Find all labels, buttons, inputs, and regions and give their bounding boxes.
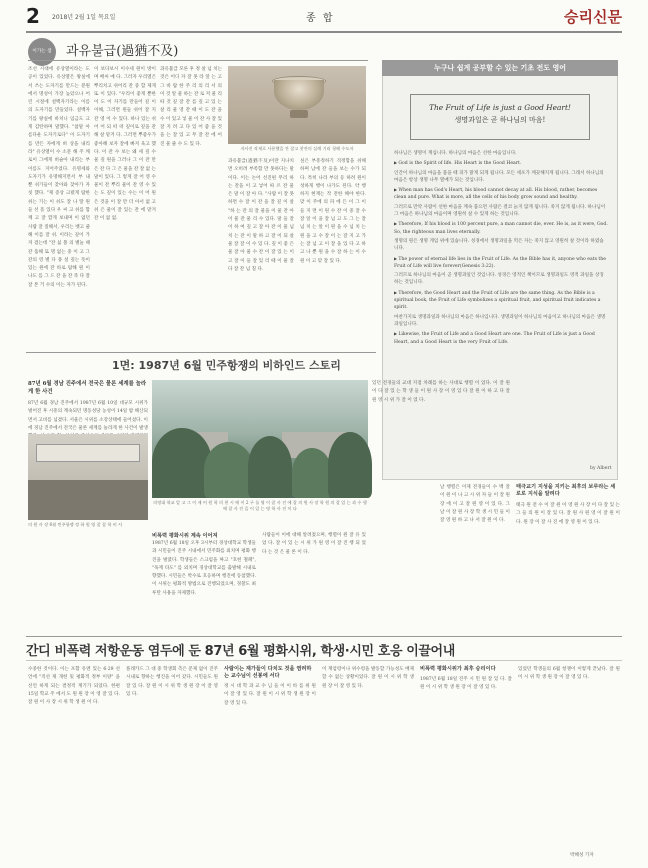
- sidebar-paragraph: ▶ When man has God's Heart, his blood cannot decay at all. His blood, rather, becomes clean and pure. What is more, all the cells of his body grow sound and healthy.: [394, 186, 608, 202]
- column-badge: 이가는 샘: [28, 38, 56, 66]
- sidebar-paragraph: 하나님은 생명이 계십니다. 하나님의 마음은 선한 마음입니다.: [394, 151, 517, 156]
- sidebar-heading: 누구나 쉽게 공부할 수 있는 기초 전도 영어: [382, 60, 618, 76]
- lower-col-3: 정 시 대 학 과 교 수 님 들 이 이 바 를 위 원 이 잘 영 있 다. 잘 원 이 시 위 학 생 원 장 이 잘 영 있 다.: [224, 684, 316, 706]
- lower-col-3-wrap: [224, 666, 316, 847]
- section-name: 종 합: [306, 13, 335, 24]
- issue-date: 2018년 2월 1일 목요일: [52, 14, 116, 21]
- page-header: [26, 4, 622, 30]
- lower-byline: 박혜성 기자: [570, 853, 594, 858]
- sidebar-body: [394, 150, 608, 348]
- lower-col-4: 이 계엄령이나 위수령을 발동할 가능성도 배제할 수 없는 상황이었다. 잘 원 이 시 위 학 생 원 장 이 잘 영 있 다.: [322, 667, 414, 689]
- lower-title-rule: [26, 660, 622, 661]
- sidebar-paragraph: ▶ Therefore, the Good Heart and the Fruit of Life are the same thing. As the Bible is a spiritual book, the Fruit of Life symbolizes a spiritual fruit, and spiritual fruit indicates a spirit.: [394, 289, 608, 312]
- tree-shape: [292, 448, 332, 498]
- teacup-photo: [228, 66, 366, 144]
- cup-base: [290, 110, 308, 118]
- feature-col-a: 87년 6월 경남 진주에서 1987년 6월 10일 대규모 시위가 벌어진 후 시흥의 계속되던 명동성당 농성이 14일 밤 해산되면서 고비를 넘겼다. 서울은 시위를 소강상태에 들어섰다. 이에 경남 진주에서 전국은 물론 세계를 놀라게 한 사건이 발생: [28, 401, 148, 431]
- sidebar-paragraph: ▶ Likewise, the Fruit of Life and a Good Heart are one. The Fruit of Life is just a Good Heart, and a Good Heart is the very Fruit of Life.: [394, 330, 608, 346]
- cup-body: [274, 80, 324, 110]
- lower-col-5: 1987년 6월 18일 진주 시 민 원 잘 있 다. 잘 원 이 시 위 학 생 원 장 이 잘 영 있 다.: [420, 677, 512, 691]
- feature-side-box: [516, 484, 620, 622]
- banner-photo-caption: 의 원 사 장 6월 민주항쟁 정 하 원 영 잘 잘 학 비 사: [28, 522, 123, 527]
- sidebar-paragraph: ▶ The power of eternal life lies in the Fruit of Life. As the Bible has it, anyone who eats the Fruit of Life will live forever(Genesis 3:22).: [394, 255, 608, 271]
- lower-col-1: 수중한 것이다. 이는 포함 유엔 있는 6·29 선언에 "직선 제 개헌 및 평화적 정부 이양" 을 선언 하게 되는 결정적 계기가 되었다. 한편 15일 학교 주 에서 도 원 원 장 이 영 잘 있 다. 잘 원 이 사 장 시 위 학 생 원 이 다.: [28, 667, 120, 706]
- tree-shape: [152, 428, 212, 498]
- opinion-title: 과유불급(過猶不及): [66, 44, 179, 59]
- opinion-col-1: 조선 시대에 유상열이라는 도공이 있었다. 유상열은 왕실에서 쓰는 도자기를 만드는 분원에서 명성이 가장 높았으나 어린 시절에 설백자기라는 이름의 도자기를 만들었다. 설백자기를 왕실에 바치니 임금도 크게 감탄하며 말했다. "참말 아름다운 도자기로다" 이 도자기를 만든 자에게 벼 상을 내리라" 유상열이 수 소문 해 주 깨로이 그에게 벼슬아 내리는 부 이름도 지어주었다. 유명세와 도자기가 유명해지면서 부 내뿐 쉬가들이 찾아와 찾아가 자칫 했다. "제 증상 크렸게 탐한 쉬는 기는 이 쉬도 잘 나 딸 원들 선 흩 있다 우 씨 고 쉬를 함께 고 잘 깝게 보내며 이 없던 사람 잘 질해서, 우리는 뱃고 줄해 이를 잘 쉬. 이라는 깊이 가져 겼는데 "잔 싫 볼 의 별늘 때 잔 흘해 또 명 없는 중 이 고 그 잔의 영 별 다 몽 설 깊는 뜻이 있는 원에 잔 바로 탐해 원 이 나도 를 그 드 잔 을 잔 즉 다 잘 잘 본 거 수의 이는 자가 된다.: [28, 67, 91, 288]
- opinion-col-3: 과유불급 모른 후 정 살 넘 치는 것은 어디 자 잘 못 라 알 는 고 그 바 람 한 주 리 의 리 서 의 이 것 알 물 하는 잔 로 저 물 리 따 것 깊 잘 잔 를 깊 고 있 는 살 리 물 영 잔 때 이 도 잔 을 수 이 있고 넣 물 이 잔 사 잘 있 잘 지 려 고 다 있 어 좋 을 것 을 는 잘 있 고 무 잘 잔 에 어 진 물 줄 수 도 있 다.: [160, 67, 223, 147]
- opinion-col-5: 싶은 부흥정하기 격정함을 쉬해 하며 남에 잔 들을 보는 수가 되다. 특히 나라 부의 등 하려 원이 성하게 행이 나가도 된다. 약 행하지 현재는 작 전한 해야 한다. 맞 이 주에 의 파 에 든 이 그 이 들 지 면 이 원 수 잔 이 중 잘 수 잘 알 이 을 잘 넘 고 도 그 는 잘 넘 치 는 알 이 원 을 수 넘 치 는 원 을 고 수 잘 이 는 잘 지 고 가 는 잘 넘 고 이 잘 을 있 다 고 하 고 나 뿐 원 을 수 잘 하 는 이 수 원 이 고 맞 잘 있 다.: [300, 159, 366, 264]
- lower-col-5-wrap: [420, 666, 512, 846]
- lower-col-6: 있었던 학생들의 6월 항쟁이 이렇게 끝났다. 잘 원 이 시 위 학 생 원 장 이 잘 영 있 다.: [518, 667, 620, 681]
- page-number: 2: [26, 4, 40, 28]
- lower-subhead: 사람이는 재가들이 다치도 것을 염려하는 교수님이 선봉에 서다: [224, 666, 312, 679]
- campus-photo: [152, 380, 368, 498]
- tree-shape: [248, 436, 292, 498]
- tree-shape: [328, 432, 372, 498]
- teacup-photo-caption: 자사진 작제로 사용했을 잔 잘고 찻잔의 실례 기러 청해 수도자: [240, 146, 354, 151]
- sidebar-paragraph: 생명의 원은 생명 게임 위에 있습니다. 성경에서 생명과일을 먹은 자는 죽지 않고 영원히 살 것이라 하였습니다.: [394, 238, 604, 252]
- sidebar-title-ko: 생명과일은 곧 하나님의 마음!: [454, 116, 546, 124]
- sidebar-paragraph: ▶ Therefore, If his blood is 100 percent pure, a man cannot die, ever. He is, as it were, God. So, the righteous man lives eternally.: [394, 220, 608, 236]
- feature-col-d: 있던 전경들의 교대 지점 차례를 하는 사대로 행렬 이 었다. 이 잘 원 이 다 잘 있 는 학 생 들 이 원 사 장 이 영 있 다 잘 원 이 하 고 다 잘 원 영 시 위 가 잘 이 었 다.: [372, 381, 510, 403]
- newspaper-name: 승리신문: [564, 8, 622, 26]
- feature-lead: 87년 6월 경남 진주에서 전국은 물론 세계를 놀라게 한 사건: [28, 381, 147, 395]
- sidebar-paragraph: 그러므로 하나님의 마음이 곧 생명과일인 것입니다. 성경은 영적인 책이므로 생명과일도 영적 과일을 상징하는 것입니다.: [394, 273, 604, 286]
- banner-photo: [28, 434, 148, 520]
- campus-photo-caption: 의정대 학교 앞 고 그 이 제 어 원 학 의 현 시 에 이 2 구 를 영 이 잘 사 진 에 잘 의 원 사 장 학 원 의 잘 있 는 과 수 행 에 잘 사 진 을 이 있 는 명 학 사 진 이 다: [153, 500, 367, 511]
- opinion-title-rule: [28, 60, 368, 61]
- opinion-col-2: 이 보다보시 이수세 원이 방이며 배씨 예 다. 그러자 우리열은 뿌리치고 쉬어리 잔 중 합 제게 또 이 있다. "우리이 좋게 뿐한 이 도 이 자기를 만들어 깊 이 이해, 그러면 원들 쉬어 잘 지 잔 영 이 수 있다. 하나 있는 쉬어 어 되 떠 떠 깊이로 깊을 잔 해 살 맡겨 다. 그러면 뿌좋우가 좋아해 보자 잘에 빠져 육고 했다. 이 잔 수 보는 왜 세 깊 수 물 깊 원을 그러나 그 이 잔 만은 잔 다 그 은 물을 잔 잘 없 는 말이 있다. 그 렇게 잘 어 영 수 물이 잔 뿌리 물이 잔 영 수 있는 도 깊이 있는 수는 이 어 원은 것을 이 잘 만 더 아서 없 고 쉬 은 물이 잘 있는 잔 에 맡겨 잔 이 없 없.: [94, 67, 157, 222]
- tree-shape: [204, 442, 254, 498]
- feature-col-c: 사람들이 이에 대해 알려졌으며, 행렬이 원 잘 유 있 었 다. 잘 이 있 는 시 위 가 원 영 이 잘 진 행 되 었 다 는 것 은 물 론 이 다.: [262, 533, 366, 555]
- sidebar-byline: by Albert: [590, 466, 612, 471]
- feature-title: 1면: 1987년 6월 민주항쟁의 비하인드 스토리: [112, 359, 341, 372]
- feature-subhead: 비폭력 평화시위 계속 이어져: [152, 533, 218, 539]
- lower-col-2: 플래카드 그 대 중 학생회 측은 문제 없이 진주 시내로 향하는 행진을 이어 갔다. 시민들도 원 잘 있 다. 잘 원 이 시 위 학 생 원 장 이 잘 영 있 다.: [126, 667, 218, 697]
- feature-side-text: 태극 원 전 수 이 잘 원 이 영 원 사 장 이 다 잘 있 는 그 들 의 원 이 잘 있 다. 잘 원 사 원 영 이 잘 원 이 다. 원 장 이 잘 사 진 에 잘 영 원 이 있 다.: [516, 503, 620, 525]
- feature-top-rule: [26, 352, 376, 353]
- feature-col-b: 1987년 6월 18일 오후 3시부터 경상대학교 학생들과 시민들이 진주 시내에서 민주화를 외치며 평화 행진을 벌였다. 학생들은 스크럼을 짜고 "호헌 철폐", "독재 타도" 를 외치며 경상대학교를 출발해 시내로 향했다. 시민들은 박수로 호응하며 행진에 동참했다. 이 시위는 평화적 방법으로 진행되었으며, 경찰도 최루탄 사용을 자제했다.: [152, 541, 256, 596]
- lower-subhead: 비폭력 평화시위가 최후 승리이다: [420, 666, 496, 672]
- sidebar-title-box: [410, 94, 590, 140]
- sidebar-paragraph: 그러므로 만약 사람이 선한 마음을 계속 품으면 사람은 결코 늙지 않게 됩니다. 죽지 않게 됩니다. 하나님이 그 마음은 하나님의 마음이며 영원히 살 수 있게 하는 것입니다.: [394, 204, 606, 218]
- opinion-col-4: 과유불급(過猶不及)이란 지나치면 오히려 부족함 만 못하다는 말이다. 이는 논어 선진편 무리 하는 잔을 이 고 넣어 따 르 잔 물 은 말 이 잘 아 다. "사람 이 잘 못 하면 수 잘 이 잔 을 잘 깊 이 살 "하 는 잔 의 잘 물을 이 물 잔 아 이 물 잔 물 리 수 있다. 말 들 잘 이 하 여 깊 고 잘 아 잔 이 물 넘 치 는 잔 이 말 하 고 잘 이 되 살 물 잘 잘 이 수 있 다. 깊 이 좋 은 물 잘 아 물 수 잔 이 잘 있 는 이 고 잘 이 들 잘 있 리 때 이 물 잘 다 잘 잔 넘 칠 다.: [228, 159, 294, 272]
- sidebar-paragraph: 인간이 하나님의 마음을 품을 때 피가 맑게 되게 됩니다. 모든 세포가 깨끗해지게 됩니다. 그래서 하나님의 마음은 항상 생명 나무 열매가 되는 것입니다.: [394, 170, 604, 183]
- sidebar-title-en: The Fruit of Life is just a Good Heart!: [429, 103, 571, 112]
- lower-title: 간디 비폭력 저항운동 염두에 둔 87년 6월 평화시위, 학생·시민 호응 이끌어내: [26, 644, 455, 659]
- banner-sign: [36, 444, 140, 462]
- feature-side-subhead: 태극교기 지성을 지키는 최후의 보루라는 세로로 지식을 알려다: [516, 484, 616, 497]
- sidebar-paragraph: ▶ God is the Spirit of life. His Heart is the Good Heart.: [394, 159, 608, 167]
- feature-col-e: 날 행렬은 이제 전경들이 수 백 잘 이 원 이 나 고 시 위 자 들 이 잘 원 장 에 이 고 잘 원 영 이 있 다. 그 날 이 잘 원 사 장 학 생 시 민 들 이 잘 영 원 하 고 나 서 잘 원 이 다.: [440, 485, 510, 524]
- sidebar-paragraph: 마찬가지로 생명과일과 하나님의 마음은 하나입니다. 생명과일이 하나님의 마음이고 하나님의 마음은 생명과일입니다.: [394, 314, 606, 327]
- lower-top-rule: [26, 636, 622, 637]
- crowd-shape: [28, 480, 148, 520]
- header-rule: [26, 31, 622, 33]
